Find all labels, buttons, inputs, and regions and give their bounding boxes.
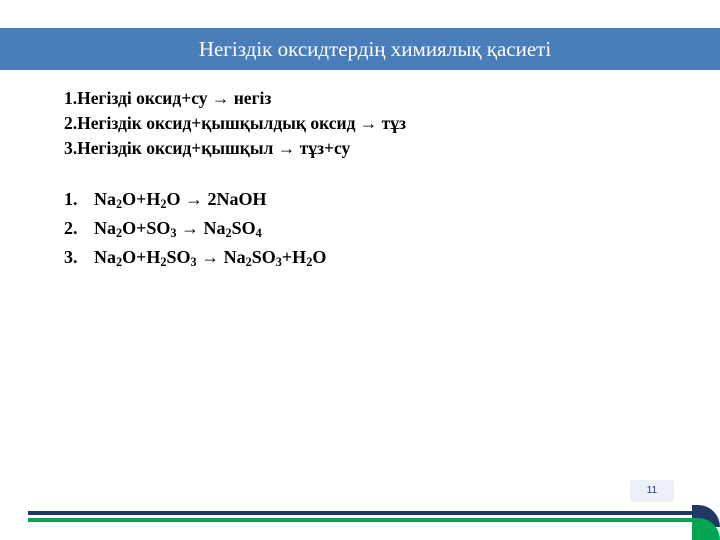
list-item	[64, 186, 664, 215]
footer-rule-primary	[28, 511, 692, 515]
list-item-number: 2.	[64, 218, 78, 238]
equation-list	[64, 186, 664, 273]
rule-line: 3.Негіздік оксид+қышқыл → тұз+су	[64, 138, 351, 158]
equation-text: $Na_2O+SO_3 \to Na_2SO_4$	[94, 218, 262, 241]
equation-text: $Na_2O+H_2O$ → 2NaOH	[94, 189, 267, 212]
footer-rule-secondary	[28, 518, 692, 522]
page-title: Негіздік оксидтердің химиялық қасиеті	[198, 37, 552, 61]
page-number: 11	[646, 485, 658, 496]
rule-line: 2.Негіздік оксид+қышқылдық оксид → тұз	[64, 113, 407, 133]
list-item	[64, 215, 664, 244]
list-item-number: 3.	[64, 247, 78, 267]
slide-body	[64, 86, 664, 273]
footer-corner-decoration	[692, 505, 720, 540]
rule-line: 1.Негізді оксид+су → негіз	[64, 88, 272, 108]
equation-text: $Na_2O+H_2SO_3 \to Na_2SO_3+H_2O$	[94, 247, 327, 270]
list-item-number: 1.	[64, 189, 78, 209]
list-item	[64, 244, 664, 273]
body-spacer	[64, 161, 664, 186]
